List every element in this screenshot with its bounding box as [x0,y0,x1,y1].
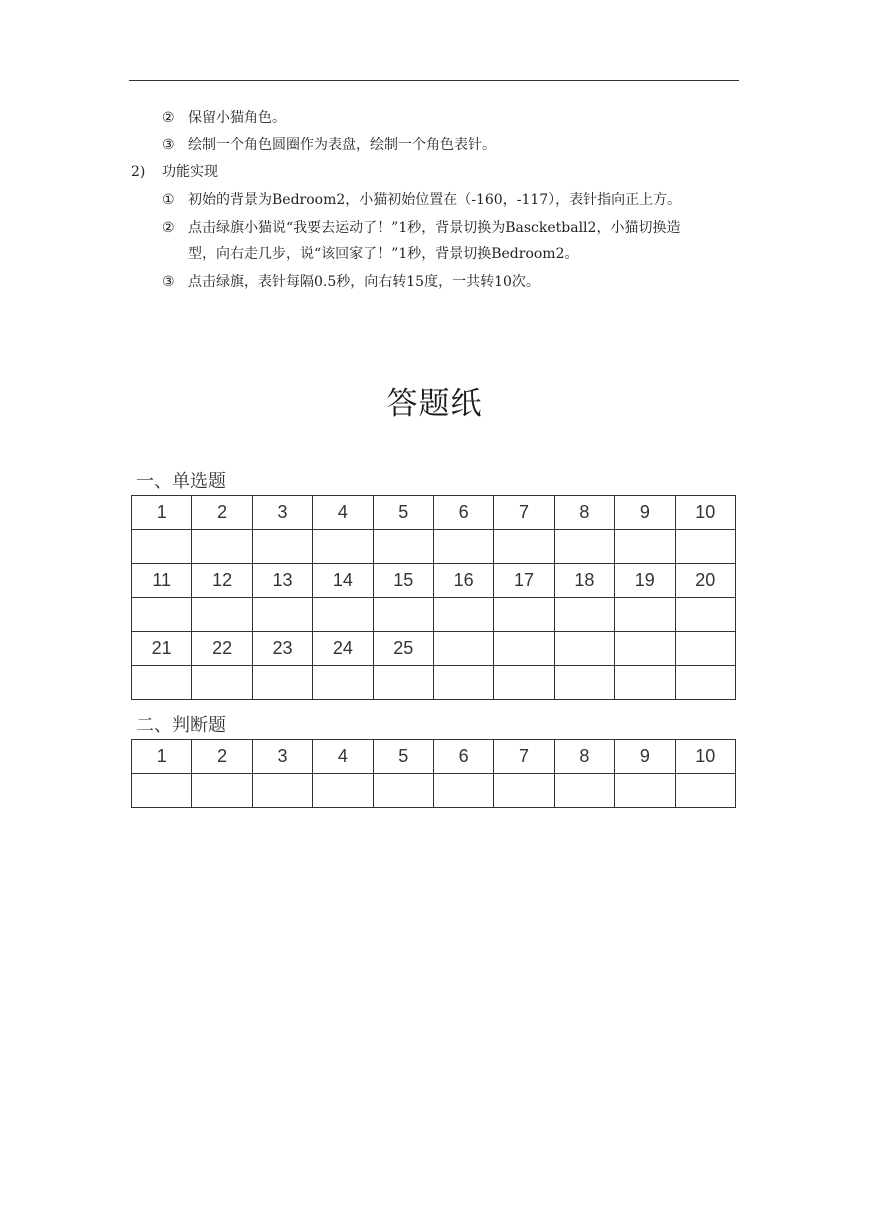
answer-cell[interactable] [132,598,192,632]
question-number-cell [494,632,554,666]
answer-cell[interactable] [252,598,312,632]
item-text: 点击绿旗小猫说“我要去运动了！”1秒，背景切换为Bascketball2，小猫切换造 [188,220,681,236]
item-text: 保留小猫角色。 [188,110,286,126]
question-number-cell: 6 [433,496,493,530]
item-text: 点击绿旗，表针每隔0.5秒，向右转15度，一共转10次。 [188,274,540,290]
question-number-row [132,740,736,774]
question-number-cell: 8 [554,740,614,774]
answer-cell[interactable] [675,530,735,564]
item-number: ③ [162,274,175,290]
question-number-cell: 7 [494,496,554,530]
answer-row [132,530,736,564]
answer-cell[interactable] [373,598,433,632]
question-number-cell: 3 [252,740,312,774]
answer-row [132,666,736,700]
answer-cell[interactable] [433,598,493,632]
header-rule [129,80,739,81]
answer-cell[interactable] [615,598,675,632]
answer-cell[interactable] [554,598,614,632]
question-number-cell: 20 [675,564,735,598]
true-false-title: 二、判断题 [136,715,226,736]
list-item [162,190,681,210]
answer-cell[interactable] [132,774,192,808]
question-number-cell: 2 [192,740,252,774]
question-number-cell: 13 [252,564,312,598]
answer-cell[interactable] [433,530,493,564]
answer-cell[interactable] [554,774,614,808]
answer-cell[interactable] [132,666,192,700]
answer-cell[interactable] [373,774,433,808]
list-item [162,244,579,264]
answer-cell[interactable] [494,530,554,564]
item-text: 绘制一个角色圆圈作为表盘，绘制一个角色表针。 [188,137,496,153]
answer-cell[interactable] [313,598,373,632]
answer-cell[interactable] [675,598,735,632]
question-number-cell [554,632,614,666]
answer-sheet-title: 答题纸 [386,386,483,422]
answer-cell[interactable] [313,666,373,700]
question-number-cell: 10 [675,740,735,774]
question-number-cell: 5 [373,740,433,774]
answer-cell[interactable] [252,530,312,564]
question-number-cell: 9 [615,496,675,530]
question-number-cell: 5 [373,496,433,530]
list-item [162,135,496,155]
question-number-cell: 9 [615,740,675,774]
question-number-cell: 18 [554,564,614,598]
answer-cell[interactable] [554,666,614,700]
answer-cell[interactable] [494,598,554,632]
item-text: 型，向右走几步，说“该回家了！”1秒，背景切换Bedroom2。 [188,246,579,262]
question-number-cell [433,632,493,666]
question-number-cell: 11 [132,564,192,598]
question-number-cell: 16 [433,564,493,598]
question-number-cell: 4 [313,496,373,530]
answer-cell[interactable] [675,666,735,700]
answer-row [132,598,736,632]
item-text: 初始的背景为Bedroom2，小猫初始位置在（-160，-117），表针指向正上方。 [188,192,682,208]
question-number-cell: 1 [132,496,192,530]
list-item [162,108,286,128]
answer-cell[interactable] [494,774,554,808]
question-number-cell [675,632,735,666]
answer-cell[interactable] [192,530,252,564]
list-item [162,272,540,292]
question-number-cell: 25 [373,632,433,666]
answer-cell[interactable] [615,774,675,808]
question-number-cell: 1 [132,740,192,774]
item-number: ② [162,110,175,126]
answer-cell[interactable] [373,666,433,700]
answer-cell[interactable] [192,774,252,808]
item-number: ① [162,192,175,208]
question-number-row [132,564,736,598]
answer-cell[interactable] [373,530,433,564]
answer-cell[interactable] [192,666,252,700]
answer-cell[interactable] [675,774,735,808]
question-number-cell: 10 [675,496,735,530]
question-number-cell: 21 [132,632,192,666]
true-false-table [131,739,736,808]
item-number: ② [162,220,175,236]
question-number-cell: 24 [313,632,373,666]
question-number-cell: 3 [252,496,312,530]
answer-cell[interactable] [433,666,493,700]
question-number-cell: 4 [313,740,373,774]
answer-cell[interactable] [615,666,675,700]
answer-cell[interactable] [252,774,312,808]
question-number-cell: 12 [192,564,252,598]
answer-row [132,774,736,808]
answer-cell[interactable] [554,530,614,564]
single-choice-title: 一、单选题 [136,471,226,492]
question-number-cell [615,632,675,666]
answer-cell[interactable] [313,530,373,564]
item-number: ③ [162,137,175,153]
single-choice-table [131,495,736,700]
answer-cell[interactable] [615,530,675,564]
question-number-row [132,632,736,666]
question-number-cell: 8 [554,496,614,530]
list-item [162,218,680,238]
question-number-cell: 15 [373,564,433,598]
question-number-cell: 2 [192,496,252,530]
item-text: 功能实现 [162,164,218,180]
question-number-row [132,496,736,530]
item-number: 2) [131,164,146,180]
answer-cell[interactable] [313,774,373,808]
answer-cell[interactable] [494,666,554,700]
question-number-cell: 17 [494,564,554,598]
answer-cell[interactable] [433,774,493,808]
question-number-cell: 7 [494,740,554,774]
list-item [131,162,218,182]
answer-cell[interactable] [192,598,252,632]
question-number-cell: 23 [252,632,312,666]
question-number-cell: 22 [192,632,252,666]
question-number-cell: 14 [313,564,373,598]
answer-cell[interactable] [132,530,192,564]
answer-cell[interactable] [252,666,312,700]
question-number-cell: 19 [615,564,675,598]
question-number-cell: 6 [433,740,493,774]
